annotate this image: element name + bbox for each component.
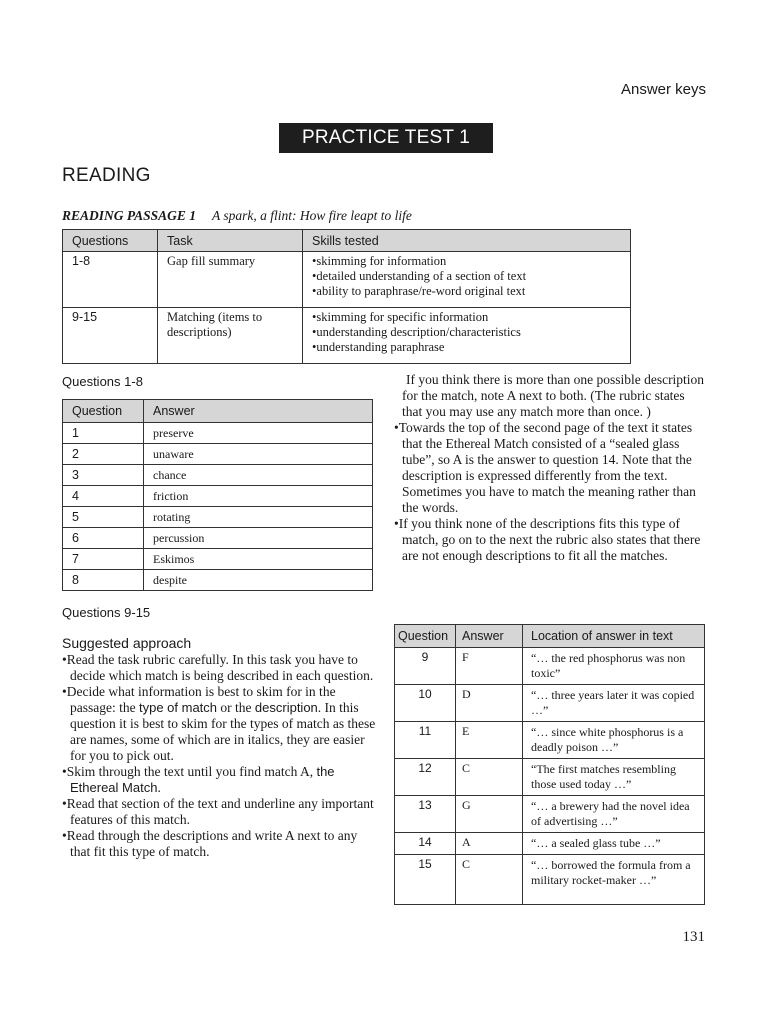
- answers-table-1-8: [62, 399, 373, 591]
- intro-paragraph: If you think there is more than one possible description for the match, note A next to both. (The rubric states that you may use any match more than once. ): [402, 372, 705, 419]
- table-row: [395, 722, 705, 759]
- column-header: Question: [63, 400, 144, 423]
- approach-bullet: [62, 796, 380, 828]
- table-row: [63, 570, 373, 591]
- location-cell: “… the red phosphorus was non toxic”: [523, 648, 705, 685]
- answer-cell: E: [456, 722, 523, 759]
- bullet-text: or the: [220, 700, 252, 715]
- bullet-text: Skim through the text until you find match A,: [66, 764, 314, 779]
- location-cell: “… since white phosphorus is a deadly poison …”: [523, 722, 705, 759]
- column-header: Location of answer in text: [523, 625, 705, 648]
- table-row: [395, 685, 705, 722]
- skill-item: • understanding description/characteristics: [312, 325, 630, 340]
- right-bullet: • Towards the top of the second page of the text it states that the Ethereal Match consisted of a “sealed glass tube”, so A is the answer to question 14. Note that the description is expressed differently from the text. Sometimes you have to match the meaning rather than the words.: [394, 420, 706, 516]
- column-header: Question: [395, 625, 456, 648]
- answer-cell: D: [456, 685, 523, 722]
- question-cell: 10: [395, 685, 456, 722]
- question-cell: 3: [63, 465, 144, 486]
- table-row: [63, 486, 373, 507]
- answer-cell: rotating: [144, 507, 373, 528]
- approach-bullet: [62, 652, 380, 684]
- answer-cell: A: [456, 833, 523, 855]
- bullet-text: Read the task rubric carefully. In this task you have to decide which match is being described in each question.: [66, 652, 374, 683]
- column-header: Questions: [63, 230, 158, 252]
- questions-cell: 1-8: [63, 252, 158, 308]
- question-cell: 7: [63, 549, 144, 570]
- answer-cell: unaware: [144, 444, 373, 465]
- suggested-approach: [62, 635, 380, 860]
- table-row: [63, 528, 373, 549]
- location-cell: “The first matches resembling those used today …”: [523, 759, 705, 796]
- answer-cell: G: [456, 796, 523, 833]
- question-cell: 9: [395, 648, 456, 685]
- table-row: [63, 465, 373, 486]
- question-cell: 15: [395, 855, 456, 905]
- questions-1-8-heading: Questions 1-8: [62, 374, 143, 389]
- bullet-emphasis: type of match: [138, 700, 218, 715]
- bullet-text: . In this question it is best to skim for the types of match as these are names, some of which are in italics, they are easier for you to pick out.: [70, 700, 376, 763]
- question-cell: 11: [395, 722, 456, 759]
- approach-bullet: [62, 764, 380, 796]
- table-header-row: [63, 400, 373, 423]
- approach-bullet: [62, 828, 380, 860]
- skill-item: • detailed understanding of a section of text: [312, 269, 630, 284]
- right-column-text: [394, 372, 706, 564]
- skills-cell: [303, 308, 631, 364]
- questions-cell: 9-15: [63, 308, 158, 364]
- table-row: [63, 549, 373, 570]
- question-cell: 8: [63, 570, 144, 591]
- table-row: [63, 308, 631, 364]
- bullet-emphasis: the Ethereal Match: [70, 764, 335, 795]
- bullet-text: Read through the descriptions and write A next to any that fit this type of match.: [66, 828, 358, 859]
- answer-cell: percussion: [144, 528, 373, 549]
- question-cell: 13: [395, 796, 456, 833]
- reading-heading: READING: [62, 165, 151, 186]
- question-cell: 12: [395, 759, 456, 796]
- page-title: PRACTICE TEST 1: [279, 123, 493, 153]
- skills-table: [62, 229, 631, 364]
- location-cell: “… three years later it was copied …”: [523, 685, 705, 722]
- section-label: Answer keys: [620, 81, 706, 98]
- skill-item: • understanding paraphrase: [312, 340, 630, 355]
- answer-cell: friction: [144, 486, 373, 507]
- location-cell: “… a brewery had the novel idea of advertising …”: [523, 796, 705, 833]
- passage-title: A spark, a flint: How fire leapt to life: [212, 208, 412, 223]
- skill-item: • skimming for specific information: [312, 310, 630, 325]
- table-row: [63, 444, 373, 465]
- task-cell: Gap fill summary: [158, 252, 303, 308]
- questions-9-15-heading: Questions 9-15: [62, 605, 151, 620]
- table-header-row: [395, 625, 705, 648]
- table-row: [395, 833, 705, 855]
- table-row: [63, 423, 373, 444]
- answers-table-9-15: [394, 624, 705, 905]
- question-cell: 1: [63, 423, 144, 444]
- skill-item: • skimming for information: [312, 254, 630, 269]
- right-bullet: • If you think none of the descriptions fits this type of match, go on to the next the rubric also states that there are not enough descriptions to fit all the matches.: [394, 516, 706, 564]
- answer-cell: despite: [144, 570, 373, 591]
- column-header: Skills tested: [303, 230, 631, 252]
- bullet-emphasis: description: [254, 700, 318, 715]
- location-cell: “… a sealed glass tube …”: [523, 833, 705, 855]
- passage-line: [62, 208, 412, 224]
- table-row: [63, 507, 373, 528]
- answer-cell: C: [456, 759, 523, 796]
- answer-cell: F: [456, 648, 523, 685]
- question-cell: 6: [63, 528, 144, 549]
- bullet-text: Decide what information is best to skim for in the passage: the: [66, 684, 336, 715]
- answer-cell: chance: [144, 465, 373, 486]
- table-row: [395, 648, 705, 685]
- location-cell: “… borrowed the formula from a military rocket-maker …”: [523, 855, 705, 905]
- column-header: Task: [158, 230, 303, 252]
- column-header: Answer: [456, 625, 523, 648]
- page-number: 131: [682, 929, 705, 945]
- table-row: [395, 796, 705, 833]
- task-cell: Matching (items to descriptions): [158, 308, 303, 364]
- table-header-row: [63, 230, 631, 252]
- column-header: Answer: [144, 400, 373, 423]
- table-row: [395, 855, 705, 905]
- approach-title: Suggested approach: [62, 635, 192, 651]
- answer-cell: C: [456, 855, 523, 905]
- question-cell: 2: [63, 444, 144, 465]
- bullet-text: Read that section of the text and underline any important features of this match.: [66, 796, 374, 827]
- approach-bullet: [62, 684, 380, 764]
- answer-cell: preserve: [144, 423, 373, 444]
- question-cell: 14: [395, 833, 456, 855]
- table-row: [395, 759, 705, 796]
- table-row: [63, 252, 631, 308]
- skill-item: • ability to paraphrase/re-word original text: [312, 284, 630, 299]
- question-cell: 4: [63, 486, 144, 507]
- bullet-text: .: [157, 780, 161, 795]
- answer-cell: Eskimos: [144, 549, 373, 570]
- passage-label: READING PASSAGE 1: [62, 208, 197, 223]
- skills-cell: [303, 252, 631, 308]
- question-cell: 5: [63, 507, 144, 528]
